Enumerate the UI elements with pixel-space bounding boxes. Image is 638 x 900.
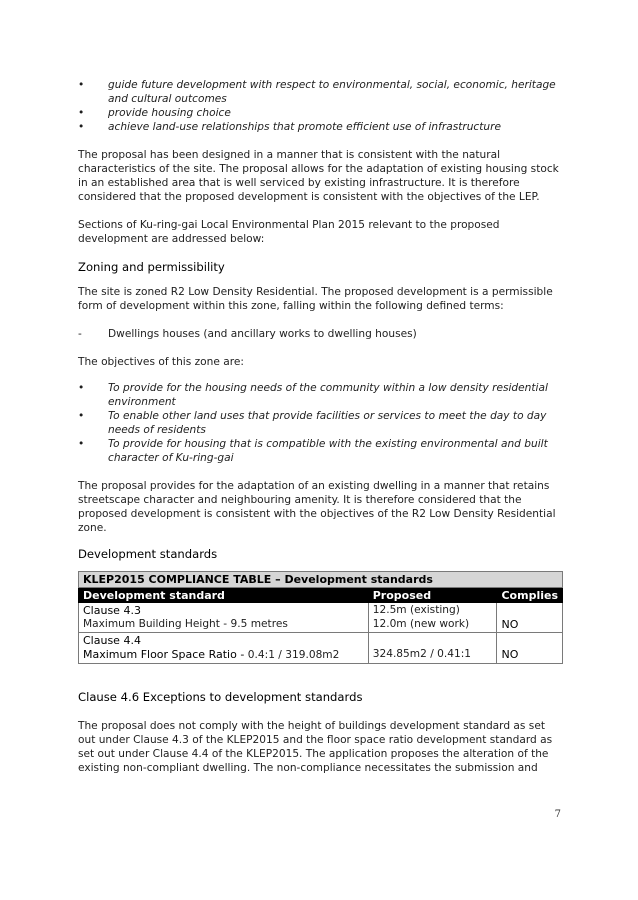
- clause-label: Clause 4.4: [83, 634, 141, 647]
- list-item: • To provide for the housing needs of the community within a low density residential environment: [78, 382, 548, 408]
- heading-standards: Development standards: [78, 547, 218, 561]
- zone-objectives-list: [78, 381, 563, 465]
- list-item: • provide housing choice: [78, 107, 231, 119]
- table-cell: [79, 633, 369, 664]
- bullet-icon: •: [78, 79, 85, 91]
- paragraph-clause-4-6: The proposal does not comply with the height of buildings development standard as set out under Clause 4.3 of the KLEP2015 and the floor space ratio development standard as set out under Clause 4.4 of the KLEP2015. The application proposes the alteration of the existing non-compliant dwelling. The non-compliance necessitates the submission and: [78, 720, 553, 774]
- column-header: Development standard: [79, 587, 369, 603]
- paragraph-objectives-intro: The objectives of this zone are:: [78, 356, 244, 368]
- table-cell: [497, 603, 563, 633]
- paragraph-design: The proposal has been designed in a manner that is consistent with the natural characteristics of the site. The proposal allows for the adaptation of existing housing stock in an established area that is well serviced by existing infrastructure. It is therefore considered that the proposed development is consistent with the objectives of the LEP.: [78, 149, 559, 203]
- column-header: Proposed: [368, 587, 497, 603]
- table-cell: [497, 633, 563, 664]
- table-row: [79, 603, 563, 633]
- paragraph-zone: The site is zoned R2 Low Density Residential. The proposed development is a permissible form of development within this zone, falling within the following defined terms:: [78, 286, 553, 312]
- bullet-icon: •: [78, 410, 85, 422]
- table-title-row: [79, 572, 563, 588]
- document-page: [78, 78, 563, 775]
- table-row: [79, 633, 563, 664]
- standard-label: Maximum Floor Space Ratio -: [83, 647, 248, 661]
- list-item: • guide future development with respect to environmental, social, economic, heritage and cultural outcomes: [78, 79, 556, 105]
- table-cell: 324.85m2 / 0.41:1: [368, 633, 497, 664]
- standard-value: 0.4:1 / 319.08m2: [247, 648, 340, 661]
- table-cell: 12.5m (existing) 12.0m (new work): [368, 603, 497, 633]
- complies-value: NO: [501, 617, 519, 631]
- paragraph-adaptation: The proposal provides for the adaptation of an existing dwelling in a manner that retains streetscape character and neighbouring amenity. It is therefore considered that the proposed development is consistent with the objectives of the R2 Low Density Residential zone.: [78, 480, 556, 534]
- bullet-icon: •: [78, 107, 85, 119]
- dash-list-item: - Dwellings houses (and ancillary works to dwelling houses): [78, 328, 417, 340]
- dash-icon: -: [78, 328, 82, 340]
- standard-text: Maximum Building Height - 9.5 metres: [83, 617, 288, 630]
- bullet-icon: •: [78, 121, 85, 133]
- list-item: • achieve land-use relationships that promote efficient use of infrastructure: [78, 121, 501, 133]
- table-title: KLEP2015 COMPLIANCE TABLE – Development standards: [79, 572, 563, 588]
- column-header: Complies: [497, 587, 563, 603]
- compliance-table: [78, 571, 563, 664]
- list-item: • To enable other land uses that provide facilities or services to meet the day to day needs of residents: [78, 410, 547, 436]
- clause-label: Clause 4.3: [83, 604, 141, 617]
- lep-objectives-list: [78, 78, 563, 134]
- page-number: 7: [554, 809, 561, 820]
- list-item: • To provide for housing that is compatible with the existing environmental and built character of Ku-ring-gai: [78, 438, 548, 464]
- bullet-icon: •: [78, 438, 85, 450]
- bullet-icon: •: [78, 382, 85, 394]
- paragraph-sections: Sections of Ku-ring-gai Local Environmental Plan 2015 relevant to the proposed development are addressed below:: [78, 219, 500, 245]
- heading-zoning: Zoning and permissibility: [78, 260, 225, 274]
- complies-value: NO: [501, 647, 519, 661]
- table-header-row: [79, 587, 563, 603]
- table-cell: [79, 603, 369, 633]
- heading-clause-4-6: Clause 4.6 Exceptions to development standards: [78, 690, 363, 704]
